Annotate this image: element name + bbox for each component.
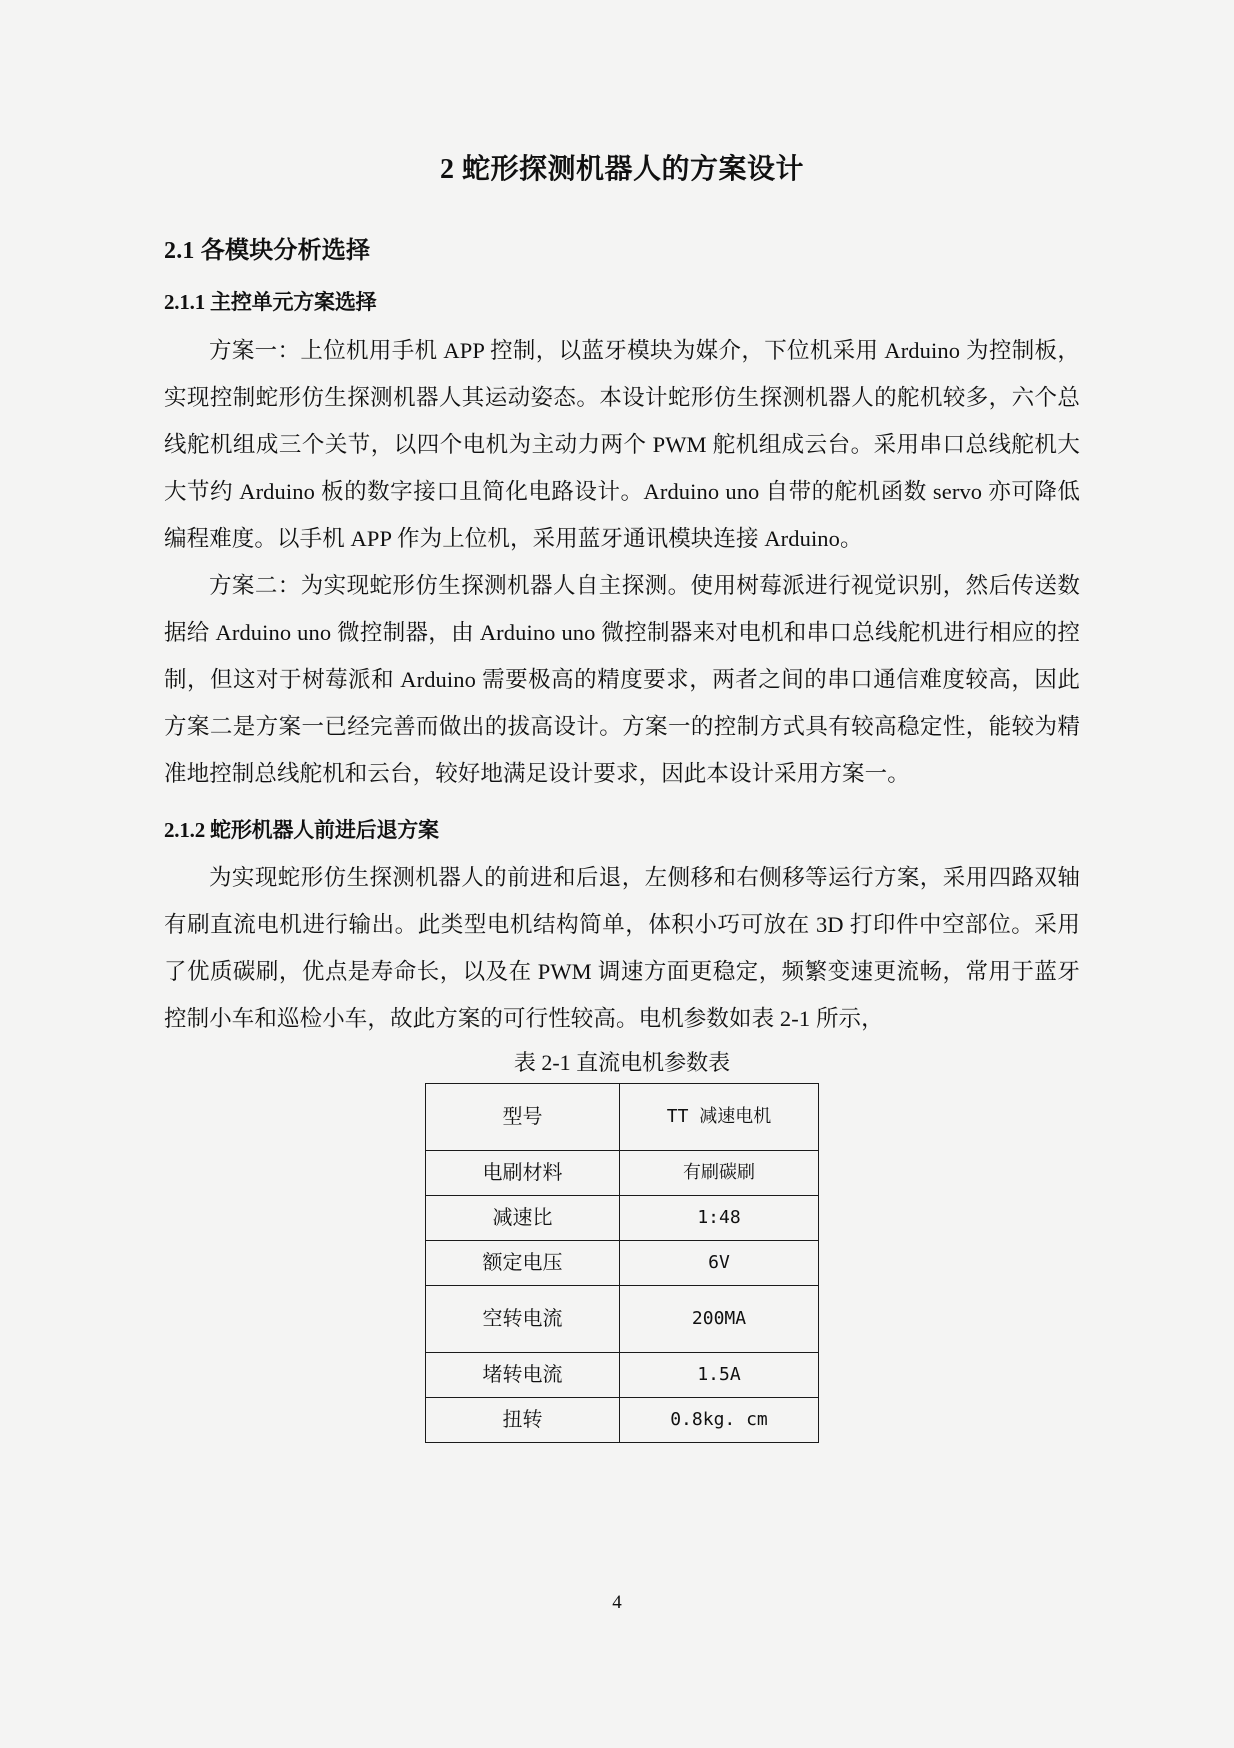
table-row: [426, 1397, 819, 1442]
table-cell-key: 堵转电流: [426, 1352, 620, 1397]
page-content: [164, 150, 1080, 1443]
table-cell-key: 减速比: [426, 1195, 620, 1240]
table-row: [426, 1285, 819, 1352]
page-title: 2 蛇形探测机器人的方案设计: [439, 154, 804, 185]
table-cell-value: 1.5A: [620, 1352, 819, 1397]
section-heading-2-1-1: 2.1.1 主控单元方案选择: [164, 290, 377, 315]
section-heading-2-1-2: 2.1.2 蛇形机器人前进后退方案: [164, 817, 439, 842]
table-row: [426, 1150, 819, 1195]
paragraph-2-1-1-a: 方案一：上位机用手机 APP 控制，以蓝牙模块为媒介，下位机采用 Arduino 为控制板，实现控制蛇形仿生探测机器人其运动姿态。本设计蛇形仿生探测机器人的舵机较多，六个总线舵机组成三个关节，以四个电机为主动力两个 PWM 舵机组成云台。采用串口总线舵机大大节约 Arduino 板的数字接口且简化电路设计。Arduino uno 自带的舵机函数 servo 亦可降低编程难度。以手机 APP 作为上位机，采用蓝牙通讯模块连接 Arduino。: [164, 337, 1080, 551]
table-body: [426, 1083, 819, 1442]
table-cell-key: 额定电压: [426, 1240, 620, 1285]
table-row: [426, 1195, 819, 1240]
table-container: [164, 1083, 1080, 1443]
table-row: [426, 1352, 819, 1397]
table-cell-value: 0.8kg. cm: [620, 1397, 819, 1442]
table-cell-value: TT 减速电机: [620, 1083, 819, 1150]
table-cell-value: 200MA: [620, 1285, 819, 1352]
table-cell-value: 有刷碳刷: [620, 1150, 819, 1195]
paragraph-2-1-1-b: 方案二：为实现蛇形仿生探测机器人自主探测。使用树莓派进行视觉识别，然后传送数据给 Arduino uno 微控制器，由 Arduino uno 微控制器来对电机和串口总线舵机进行相应的控制，但这对于树莓派和 Arduino 需要极高的精度要求，两者之间的串口通信难度较高，因此方案二是方案一已经完善而做出的拔高设计。方案一的控制方式具有较高稳定性，能较为精准地控制总线舵机和云台，较好地满足设计要求，因此本设计采用方案一。: [164, 572, 1080, 786]
table-cell-key: 电刷材料: [426, 1150, 620, 1195]
table-row: [426, 1083, 819, 1150]
motor-parameters-table: [425, 1083, 819, 1443]
table-cell-key: 型号: [426, 1083, 620, 1150]
table-row: [426, 1240, 819, 1285]
table-cell-value: 1:48: [620, 1195, 819, 1240]
page-number: 4: [612, 1592, 622, 1613]
table-cell-key: 扭转: [426, 1397, 620, 1442]
paragraph-2-1-2-a: 为实现蛇形仿生探测机器人的前进和后退，左侧移和右侧移等运行方案，采用四路双轴有刷直流电机进行输出。此类型电机结构简单，体积小巧可放在 3D 打印件中空部位。采用了优质碳刷，优点是寿命长，以及在 PWM 调速方面更稳定，频繁变速更流畅，常用于蓝牙控制小车和巡检小车，故此方案的可行性较高。电机参数如表 2-1 所示，: [164, 865, 1080, 1032]
table-caption: 表 2-1 直流电机参数表: [513, 1050, 731, 1076]
table-cell-key: 空转电流: [426, 1285, 620, 1352]
section-heading-2-1: 2.1 各模块分析选择: [164, 238, 371, 265]
table-cell-value: 6V: [620, 1240, 819, 1285]
